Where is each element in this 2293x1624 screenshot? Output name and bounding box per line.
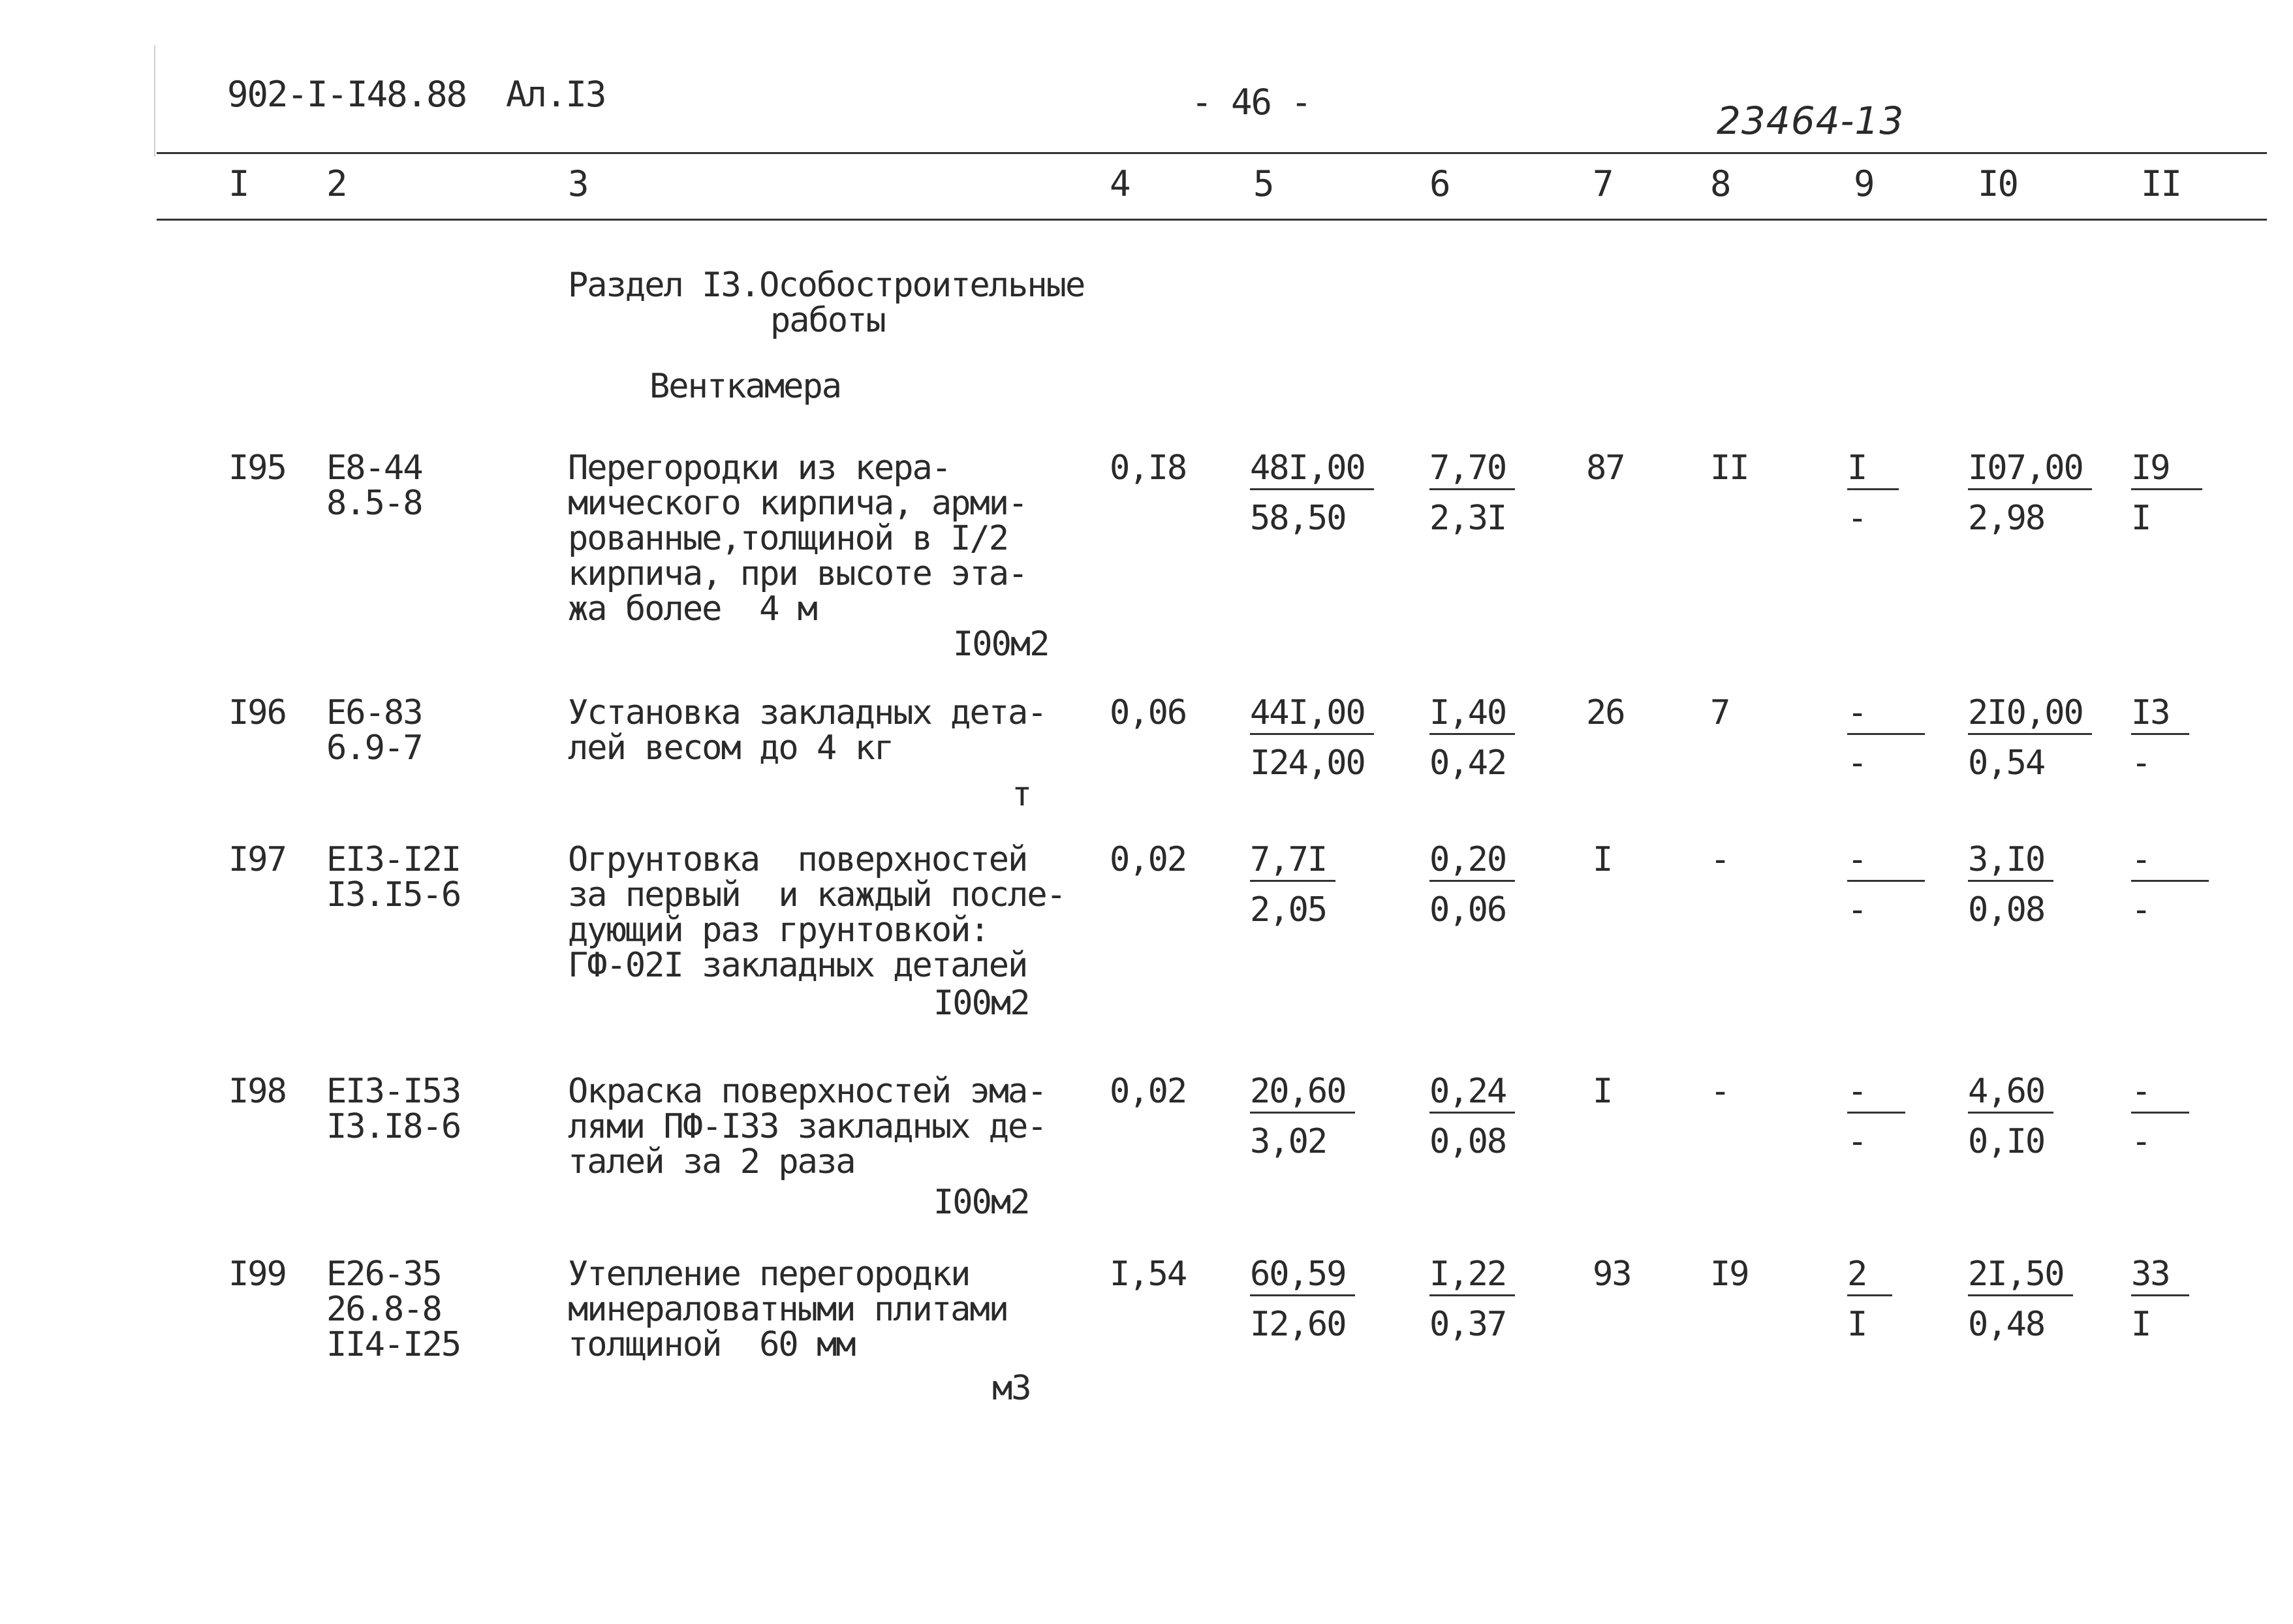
rate-code: I3.I8-6 xyxy=(326,1107,461,1146)
col8-value: - xyxy=(1710,840,1730,879)
col11-numerator: - xyxy=(2131,1074,2189,1114)
col10-denominator: 0,48 xyxy=(1968,1305,2045,1344)
col11-fraction xyxy=(2131,1074,2189,1159)
col-header-3: 3 xyxy=(568,163,588,204)
col11-denominator: I xyxy=(2131,1305,2151,1344)
col9-denominator: - xyxy=(1847,890,1867,929)
rate-code: 8.5-8 xyxy=(326,484,422,523)
col10-numerator: 4,60 xyxy=(1968,1074,2053,1114)
row-number: I95 xyxy=(228,448,286,488)
item-description: рованные,толщиной в I/2 xyxy=(568,519,1008,558)
cost-fraction xyxy=(1250,1074,1355,1159)
cost-fraction xyxy=(1250,695,1374,781)
item-description: талей за 2 раза xyxy=(568,1142,855,1181)
rate-code: ЕI3-I2I xyxy=(326,840,461,879)
rate-code: I3.I5-6 xyxy=(326,875,461,914)
row-number: I98 xyxy=(228,1072,286,1111)
col-header-4: 4 xyxy=(1110,163,1130,204)
page-number: - 46 - xyxy=(1191,82,1311,123)
rate-code: ЕI3-I53 xyxy=(326,1072,461,1111)
col10-denominator: 0,08 xyxy=(1968,890,2045,929)
cost-numerator: 20,60 xyxy=(1250,1074,1355,1114)
rate-code: 6.9-7 xyxy=(326,728,422,768)
quantity: 0,02 xyxy=(1110,840,1187,879)
col11-fraction xyxy=(2131,695,2189,781)
machine-fraction xyxy=(1429,842,1515,928)
rate-code: Е8-44 xyxy=(326,448,422,488)
item-description: Огрунтовка поверхностей xyxy=(568,840,1027,879)
cost-fraction xyxy=(1250,1257,1355,1342)
col11-numerator: - xyxy=(2131,842,2209,882)
col10-denominator: 2,98 xyxy=(1968,499,2045,538)
col10-fraction xyxy=(1968,842,2053,928)
col9-fraction xyxy=(1847,1074,1905,1159)
col10-fraction xyxy=(1968,1074,2053,1159)
header-rule-top xyxy=(157,152,2267,154)
handwritten-doc-number: 23464-13 xyxy=(1717,99,1905,143)
col11-numerator: I9 xyxy=(2131,450,2202,490)
machine-denominator: 0,37 xyxy=(1429,1305,1506,1344)
item-description: толщиной 60 мм xyxy=(568,1325,855,1364)
rate-code: II4-I25 xyxy=(326,1325,461,1364)
rate-code: 26.8-8 xyxy=(326,1290,441,1329)
section-subtitle: Венткамера xyxy=(649,367,841,406)
rate-code: Е6-83 xyxy=(326,693,422,732)
col8-value: II xyxy=(1710,448,1749,488)
item-description: за первый и каждый после- xyxy=(568,875,1065,914)
col9-fraction xyxy=(1847,1257,1892,1342)
col11-fraction xyxy=(2131,450,2202,536)
cost-denominator: 3,02 xyxy=(1250,1122,1327,1161)
col11-fraction xyxy=(2131,1257,2189,1342)
item-description: Окраска поверхностей эма- xyxy=(568,1072,1046,1111)
item-description: Утепление перегородки xyxy=(568,1255,970,1294)
col-header-6: 6 xyxy=(1429,163,1450,204)
col10-numerator: 3,I0 xyxy=(1968,842,2053,882)
col10-fraction xyxy=(1968,1257,2073,1342)
col9-denominator: - xyxy=(1847,743,1867,783)
item-description: минераловатными плитами xyxy=(568,1290,1008,1329)
col9-numerator: - xyxy=(1847,842,1925,882)
cost-numerator: 7,7I xyxy=(1250,842,1335,882)
sheet-label: Ал.I3 xyxy=(506,74,606,115)
item-description: лями ПФ-I33 закладных де- xyxy=(568,1107,1046,1146)
col8-value: - xyxy=(1710,1072,1730,1111)
cost-denominator: I24,00 xyxy=(1250,743,1365,783)
machine-numerator: 0,24 xyxy=(1429,1074,1515,1114)
col-header-5: 5 xyxy=(1253,163,1273,204)
col9-numerator: - xyxy=(1847,1074,1905,1114)
machine-fraction xyxy=(1429,695,1515,781)
document-code: 902-I-I48.88 xyxy=(227,74,467,115)
item-description: кирпича, при высоте эта- xyxy=(568,554,1027,593)
col9-fraction xyxy=(1847,450,1899,536)
col9-numerator: - xyxy=(1847,695,1925,735)
row-number: I99 xyxy=(228,1255,286,1294)
col-header-7: 7 xyxy=(1593,163,1613,204)
section-title: Раздел I3.Особостроительные xyxy=(568,266,1085,305)
item-description: мического кирпича, арми- xyxy=(568,484,1027,523)
machine-numerator: 0,20 xyxy=(1429,842,1515,882)
col11-denominator: - xyxy=(2131,890,2151,929)
item-description: жа более 4 м xyxy=(568,589,817,629)
cost-fraction xyxy=(1250,450,1374,536)
col9-denominator: - xyxy=(1847,499,1867,538)
machine-numerator: I,22 xyxy=(1429,1257,1515,1296)
cost-numerator: 44I,00 xyxy=(1250,695,1374,735)
col10-fraction xyxy=(1968,695,2092,781)
col9-denominator: - xyxy=(1847,1122,1867,1161)
col11-denominator: - xyxy=(2131,743,2151,783)
col9-fraction xyxy=(1847,842,1925,928)
col9-numerator: I xyxy=(1847,450,1899,490)
row-number: I97 xyxy=(228,840,286,879)
col-header-1: I xyxy=(228,163,249,204)
cost-numerator: 60,59 xyxy=(1250,1257,1355,1296)
col11-numerator: I3 xyxy=(2131,695,2189,735)
col11-denominator: - xyxy=(2131,1122,2151,1161)
header-rule-bottom xyxy=(157,219,2267,221)
machine-fraction xyxy=(1429,1257,1515,1342)
item-description: Установка закладных дета- xyxy=(568,693,1046,732)
col11-fraction xyxy=(2131,842,2209,928)
unit-of-measure: I00м2 xyxy=(933,984,1029,1023)
quantity: 0,06 xyxy=(1110,693,1187,732)
cost-numerator: 48I,00 xyxy=(1250,450,1374,490)
cost-denominator: 58,50 xyxy=(1250,499,1346,538)
unit-of-measure: I00м2 xyxy=(953,625,1049,664)
col-header-8: 8 xyxy=(1710,163,1730,204)
cost-fraction xyxy=(1250,842,1335,928)
col7-value: 26 xyxy=(1586,693,1625,732)
rate-code: Е26-35 xyxy=(326,1255,441,1294)
col7-value: 93 xyxy=(1593,1255,1631,1294)
col-header-2: 2 xyxy=(326,163,347,204)
item-description: Перегородки из кера- xyxy=(568,448,951,488)
unit-of-measure: т xyxy=(1012,775,1031,814)
row-number: I96 xyxy=(228,693,286,732)
machine-numerator: 7,70 xyxy=(1429,450,1515,490)
machine-denominator: 0,08 xyxy=(1429,1122,1506,1161)
item-description: ГФ-02I закладных деталей xyxy=(568,946,1027,985)
col7-value: 87 xyxy=(1586,448,1625,488)
col10-numerator: 2I,50 xyxy=(1968,1257,2073,1296)
quantity: 0,02 xyxy=(1110,1072,1187,1111)
cost-denominator: 2,05 xyxy=(1250,890,1327,929)
col10-fraction xyxy=(1968,450,2092,536)
col7-value: I xyxy=(1593,1072,1612,1111)
col11-numerator: 33 xyxy=(2131,1257,2189,1296)
col9-numerator: 2 xyxy=(1847,1257,1892,1296)
margin-line xyxy=(154,46,155,157)
col10-denominator: 0,54 xyxy=(1968,743,2045,783)
item-description: лей весом до 4 кг xyxy=(568,728,894,768)
quantity: 0,I8 xyxy=(1110,448,1187,488)
machine-fraction xyxy=(1429,1074,1515,1159)
col9-fraction xyxy=(1847,695,1925,781)
machine-denominator: 0,42 xyxy=(1429,743,1506,783)
unit-of-measure: I00м2 xyxy=(933,1183,1029,1222)
col11-denominator: I xyxy=(2131,499,2151,538)
unit-of-measure: м3 xyxy=(992,1369,1031,1408)
col7-value: I xyxy=(1593,840,1612,879)
col9-denominator: I xyxy=(1847,1305,1867,1344)
quantity: I,54 xyxy=(1110,1255,1187,1294)
cost-denominator: I2,60 xyxy=(1250,1305,1346,1344)
machine-denominator: 0,06 xyxy=(1429,890,1506,929)
machine-denominator: 2,3I xyxy=(1429,499,1506,538)
col10-numerator: I07,00 xyxy=(1968,450,2092,490)
machine-numerator: I,40 xyxy=(1429,695,1515,735)
section-title-cont: работы xyxy=(770,301,885,340)
machine-fraction xyxy=(1429,450,1515,536)
col10-numerator: 2I0,00 xyxy=(1968,695,2092,735)
col-header-11: II xyxy=(2141,163,2181,204)
col-header-9: 9 xyxy=(1854,163,1874,204)
col-header-10: I0 xyxy=(1978,163,2018,204)
col8-value: I9 xyxy=(1710,1255,1749,1294)
col10-denominator: 0,I0 xyxy=(1968,1122,2045,1161)
col8-value: 7 xyxy=(1710,693,1730,732)
item-description: дующий раз грунтовкой: xyxy=(568,911,989,950)
